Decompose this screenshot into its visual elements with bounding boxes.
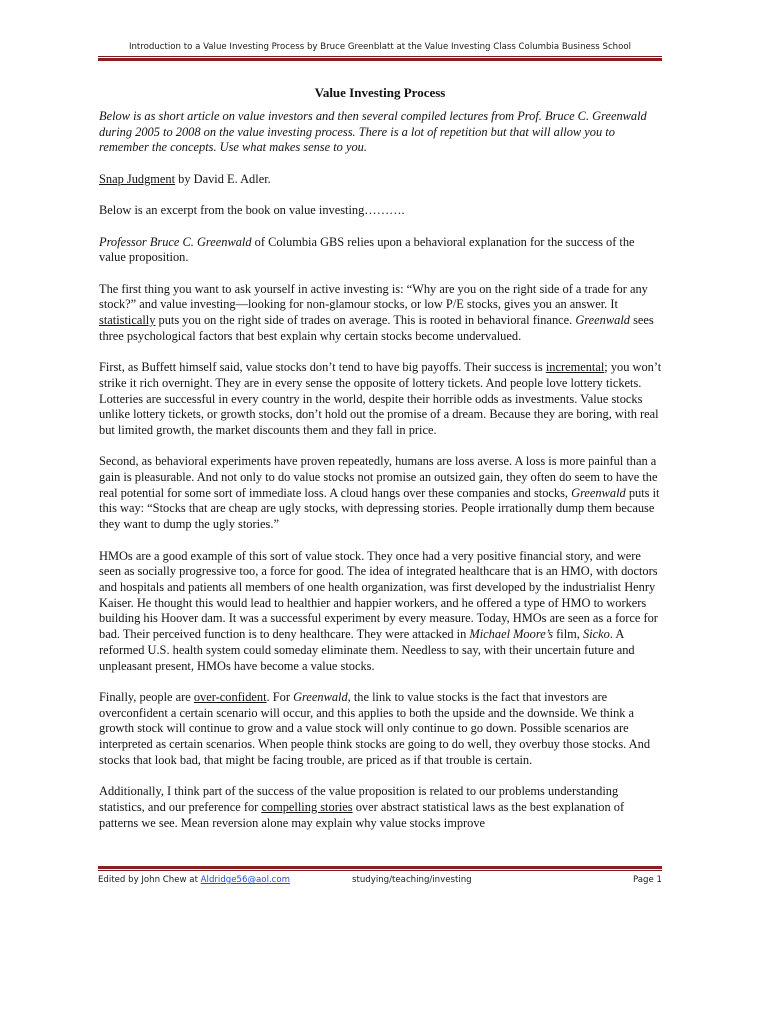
header-rule-thin xyxy=(98,56,662,57)
page-number: Page 1 xyxy=(632,875,662,885)
paragraph-hmos xyxy=(99,549,662,675)
footer-editor xyxy=(98,875,290,885)
paragraph-professor xyxy=(99,235,662,266)
paragraph-text: over abstract statistical laws as the best explanation of patterns we see. Mean reversion alone may explain why value stocks improve xyxy=(99,799,625,830)
paragraph-text: puts you on the right side of trades on average. This is rooted in behavioral finance. xyxy=(155,313,576,328)
film-title: Sicko xyxy=(583,627,610,642)
paragraph-first-thing xyxy=(99,282,662,345)
paragraph-text: HMOs are a good example of this sort of value stock. They once had a very positive financial story, and were seen as socially progressive too, a force for good. The idea of integrated healthcare that is an HMO, with doctors and hospitals and patients all members of one health organization, was first developed by the industrialist Henry Kaiser. He thought this would lead to healthier and happier workers, and he offered a type of HMO to workers building his Hoover dam. It was a successful experiment by every measure. Today, HMOs are seen as a force for bad. Their perceived function is to deny healthcare. They were attacked in xyxy=(99,548,658,642)
footer-editor-label: Edited by John Chew at xyxy=(98,875,201,885)
underlined-term: statistically xyxy=(99,313,156,328)
snap-judgment-paragraph xyxy=(99,172,662,188)
paragraph-text: Additionally, I think part of the success of the value proposition is related to our problems understanding statistics, and our preference for xyxy=(99,784,619,814)
footer-rule-thin xyxy=(98,870,662,871)
footer-path: studying/teaching/investing xyxy=(352,875,472,885)
footer-email-link[interactable]: Aldridge56@aol.com xyxy=(200,875,291,885)
running-footer xyxy=(98,875,662,889)
paragraph-text: puts it this way: “Stocks that are cheap are ugly stocks, with depressing stories. People irrationally dump them because they want to dump the ugly stories.” xyxy=(99,485,660,532)
paragraph-third-factor xyxy=(99,690,662,769)
intro-paragraph: Below is as short article on value investors and then several compiled lectures from Prof. Bruce C. Greenwald during 2005 to 2008 on the value investing process. There is a lot of repetition but that will allow you to remember the concepts. Use what makes sense to you. xyxy=(99,109,647,155)
document-body xyxy=(99,109,662,847)
name-greenwald: Greenwald xyxy=(293,689,348,704)
filmmaker-name: Michael Moore’s xyxy=(469,627,554,642)
paragraph-text: Finally, people are xyxy=(99,689,194,704)
paragraph-text: ; you won’t strike it rich overnight. They are in every sense the opposite of lottery tickets. And people love lottery tickets. Lotteries are successful in every country in the world, despite their horrible odds as investments. Value stocks unlike lottery tickets, or growth stocks, don’t hold out the promise of a dream. Because they are boring, with real but limited growth, the market discounts them and they fall in price. xyxy=(99,360,662,437)
paragraph-text: film, xyxy=(553,627,583,642)
paragraph-text: Second, as behavioral experiments have proven repeatedly, humans are loss averse. A loss is more painful than a gain is pleasurable. And not only to do value stocks not promise an outsized gain, they often do seem to have the real potential for some sort of immediate loss. A cloud hangs over these companies and stocks, xyxy=(99,454,658,500)
paragraph-text: The first thing you want to ask yourself in active investing is: “Why are you on the right side of a trade for any stock?” and value investing—looking for non-glamour stocks, or low P/E stocks, gives you an answer. It xyxy=(99,281,648,312)
document-title: Value Investing Process xyxy=(314,85,446,100)
book-title: Snap Judgment xyxy=(99,171,176,186)
paragraph-text: of Columbia GBS relies upon a behavioral explanation for the success of the value proposition. xyxy=(99,234,635,265)
paragraph-text: . A reformed U.S. health system could someday eliminate them. Needless to say, with their uncertain future and unpleasant present, HMOs have become a value stocks. xyxy=(99,627,635,673)
excerpt-paragraph: Below is an excerpt from the book on value investing………. xyxy=(99,203,405,218)
underlined-term: compelling stories xyxy=(261,799,353,814)
name-greenwald: Greenwald xyxy=(571,485,626,500)
footer-rule-thick xyxy=(98,866,662,869)
paragraph-text: , the link to value stocks is the fact that investors are overconfident a certain scenario will occur, and this applies to both the upside and the downside. We think a growth stock will continue to grow and a value stock will only continue to go down. Possible scenarios are interpreted as certain scenarios. When people think stocks are going to do well, they overbuy those stocks. And stocks that look bad, that might be facing trouble, are priced as if that trouble is certain. xyxy=(99,689,651,767)
book-author: by David E. Adler. xyxy=(175,171,271,186)
running-header: Introduction to a Value Investing Process by Bruce Greenblatt at the Value Investing Class Columbia Business School xyxy=(128,42,632,52)
name-greenwald: Greenwald xyxy=(575,313,630,328)
paragraph-text: First, as Buffett himself said, value stocks don’t tend to have big payoffs. Their success is xyxy=(99,360,546,375)
underlined-term: over-confident xyxy=(193,689,267,704)
header-rule-thick xyxy=(98,58,662,61)
professor-name: Professor Bruce C. Greenwald xyxy=(99,234,252,249)
paragraph-second-factor xyxy=(99,454,662,533)
paragraph-text: sees three psychological factors that best explain why certain stocks become undervalued. xyxy=(99,313,654,343)
underlined-term: incremental xyxy=(545,360,605,375)
paragraph-first-factor xyxy=(99,360,662,439)
paragraph-additionally xyxy=(99,784,662,831)
paragraph-text: . For xyxy=(266,689,294,704)
